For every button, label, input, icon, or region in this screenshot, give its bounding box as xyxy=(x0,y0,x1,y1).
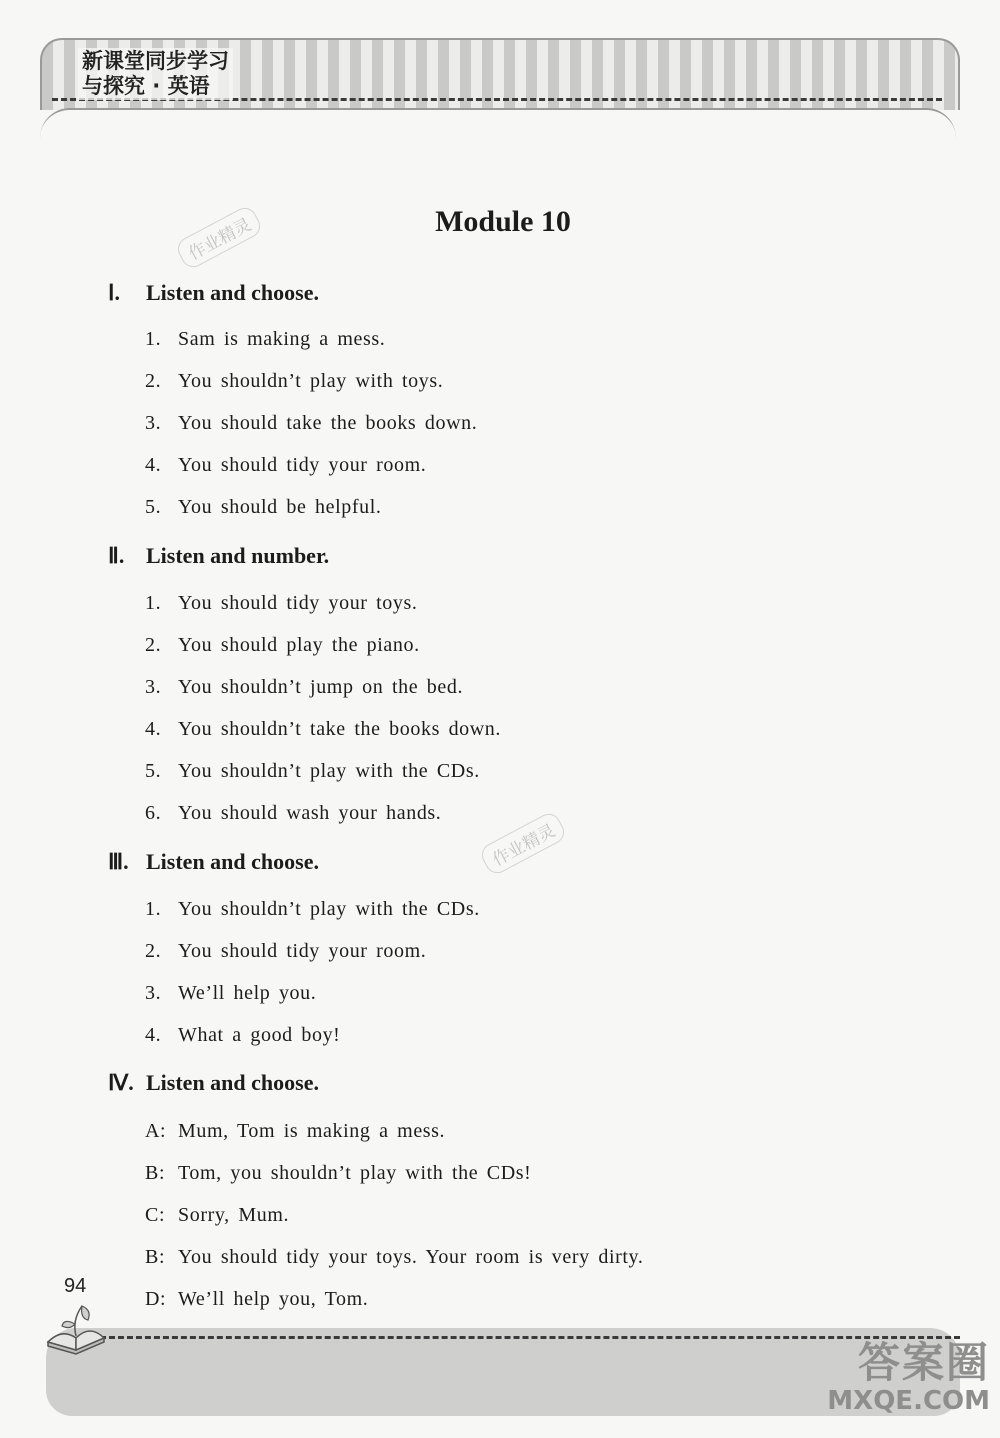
item-number: 3. xyxy=(145,412,162,434)
list-item xyxy=(145,454,426,477)
dialogue-text: We’ll help you, Tom. xyxy=(178,1288,369,1310)
brand-en: MXQE.COM xyxy=(827,1386,990,1416)
dialogue-line xyxy=(145,1204,289,1227)
speaker-label: A: xyxy=(145,1120,167,1142)
module-title: Module 10 xyxy=(435,205,571,238)
dialogue-text: You should tidy your toys. Your room is very dirty. xyxy=(178,1246,644,1268)
list-item xyxy=(145,328,385,351)
dialogue-text: Sorry, Mum. xyxy=(178,1204,290,1226)
item-text: You shouldn’t play with the CDs. xyxy=(178,760,480,782)
watermark: 作业精灵 xyxy=(174,204,264,272)
section-title: Listen and choose. xyxy=(146,280,319,305)
section-numeral: Ⅰ. xyxy=(108,280,120,305)
series-title-line1: 新课堂同步学习 xyxy=(82,49,229,73)
speaker-label: B: xyxy=(145,1162,166,1184)
item-text: What a good boy! xyxy=(178,1024,341,1046)
list-item xyxy=(145,1024,340,1047)
item-text: You should tidy your room. xyxy=(178,454,427,476)
item-text: We’ll help you. xyxy=(178,982,317,1004)
dialogue-line xyxy=(145,1120,445,1143)
watermark: 作业精灵 xyxy=(478,810,568,878)
speaker-label: C: xyxy=(145,1204,166,1226)
item-text: You should tidy your toys. xyxy=(178,592,418,614)
list-item xyxy=(145,634,420,657)
footer-dashed-rule xyxy=(100,1336,960,1339)
section-numeral: Ⅲ. xyxy=(108,849,129,874)
list-item xyxy=(145,496,382,519)
section-heading xyxy=(108,280,319,306)
item-number: 5. xyxy=(145,496,162,518)
section-numeral: Ⅱ. xyxy=(108,543,125,568)
series-title xyxy=(78,48,233,100)
list-item xyxy=(145,802,441,825)
item-number: 6. xyxy=(145,802,162,824)
item-number: 2. xyxy=(145,634,162,656)
header-curve-divider xyxy=(40,108,956,150)
item-number: 2. xyxy=(145,940,162,962)
brand-cn: 答案圈 xyxy=(857,1338,990,1387)
section-title: Listen and choose. xyxy=(146,1070,319,1095)
list-item xyxy=(145,412,477,435)
item-text: You shouldn’t play with the CDs. xyxy=(178,898,480,920)
list-item xyxy=(145,592,418,615)
dialogue-line xyxy=(145,1288,368,1311)
dialogue-text: Mum, Tom is making a mess. xyxy=(178,1120,446,1142)
item-number: 4. xyxy=(145,1024,162,1046)
item-text: You should take the books down. xyxy=(178,412,478,434)
item-text: You shouldn’t take the books down. xyxy=(178,718,502,740)
list-item xyxy=(145,940,426,963)
item-text: You should be helpful. xyxy=(178,496,382,518)
list-item xyxy=(145,718,501,741)
section-heading xyxy=(108,849,319,875)
list-item xyxy=(145,676,463,699)
item-number: 1. xyxy=(145,328,162,350)
item-text: You should play the piano. xyxy=(178,634,420,656)
list-item xyxy=(145,760,480,783)
speaker-label: B: xyxy=(145,1246,166,1268)
item-number: 1. xyxy=(145,592,162,614)
dialogue-text: Tom, you shouldn’t play with the CDs! xyxy=(178,1162,532,1184)
speaker-label: D: xyxy=(145,1288,167,1310)
list-item xyxy=(145,370,443,393)
item-number: 5. xyxy=(145,760,162,782)
list-item xyxy=(145,982,316,1005)
item-number: 4. xyxy=(145,454,162,476)
item-text: You should wash your hands. xyxy=(178,802,442,824)
item-number: 1. xyxy=(145,898,162,920)
open-book-icon xyxy=(42,1298,112,1358)
item-text: Sam is making a mess. xyxy=(178,328,386,350)
dialogue-line xyxy=(145,1246,643,1269)
section-heading xyxy=(108,543,329,569)
page-number: 94 xyxy=(64,1275,87,1297)
item-number: 4. xyxy=(145,718,162,740)
item-text: You should tidy your room. xyxy=(178,940,427,962)
item-text: You shouldn’t play with toys. xyxy=(178,370,444,392)
list-item xyxy=(145,898,480,921)
dialogue-line xyxy=(145,1162,531,1185)
section-title: Listen and number. xyxy=(146,543,330,568)
brand-watermark xyxy=(810,1340,990,1416)
section-heading xyxy=(108,1070,319,1096)
item-number: 3. xyxy=(145,676,162,698)
section-title: Listen and choose. xyxy=(146,849,319,874)
item-text: You shouldn’t jump on the bed. xyxy=(178,676,464,698)
series-title-line2: 与探究 · 英语 xyxy=(82,74,210,98)
item-number: 2. xyxy=(145,370,162,392)
section-numeral: Ⅳ. xyxy=(108,1070,134,1095)
item-number: 3. xyxy=(145,982,162,1004)
